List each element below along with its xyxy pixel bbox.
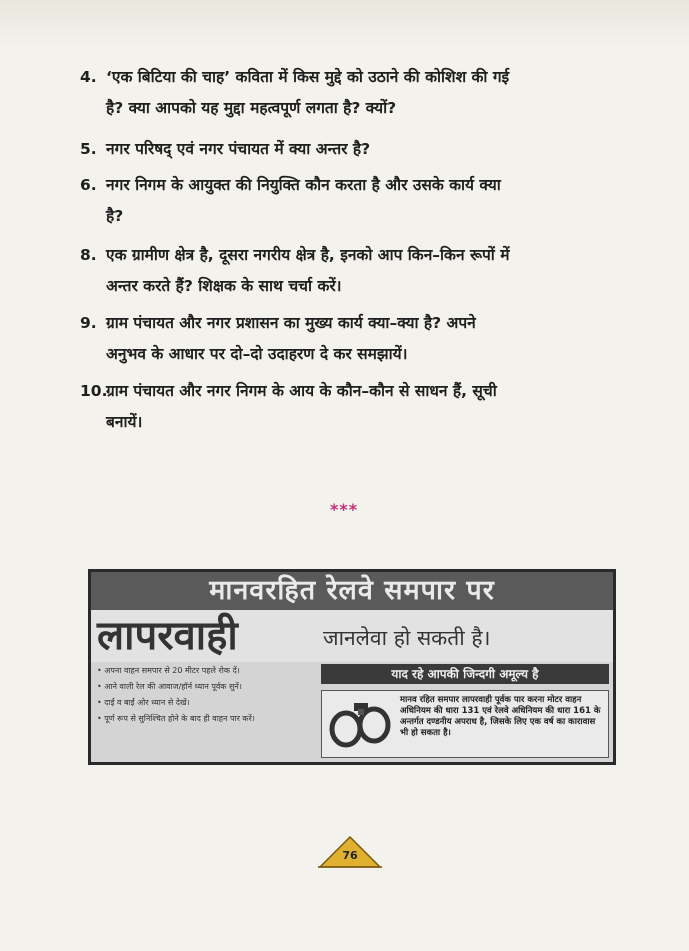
ad-subheadline: जानलेवा हो सकती है। <box>323 626 491 650</box>
question-text: नगर निगम के आयुक्त की नियुक्ति कौन करता है और उसके कार्य क्या <box>106 176 501 194</box>
page-number: 76 <box>342 849 358 862</box>
question-number: 10. <box>80 382 108 400</box>
top-strip <box>0 0 689 48</box>
question-number: 6. <box>80 176 97 194</box>
ad-banner: याद रहे आपकी जिन्दगी अमूल्य है <box>321 664 609 684</box>
question-text: ग्राम पंचायत और नगर प्रशासन का मुख्य कार्य क्या–क्या है? अपने <box>106 314 476 332</box>
ad-headline: मानवरहित रेलवे समपार पर <box>91 572 613 610</box>
question-text-cont: बनायें। <box>106 413 143 431</box>
question-number: 4. <box>80 68 97 86</box>
question-number: 8. <box>80 246 97 264</box>
handcuffs-icon <box>328 699 394 751</box>
question-8 <box>80 240 650 302</box>
ad-bullet: • पूर्ण रूप से सुनिश्चित होने के बाद ही वाहन पार करें। <box>97 714 255 723</box>
question-text: एक ग्रामीण क्षेत्र है, दूसरा नगरीय क्षेत्र है, इनको आप किन–किन रूपों में <box>106 246 510 264</box>
ad-bullet: • अपना वाहन समपार से 20 मीटर पहले रोक दें। <box>97 666 240 675</box>
question-5 <box>80 134 650 165</box>
ad-bullet-list <box>97 664 307 728</box>
page-number-badge <box>318 835 382 873</box>
section-separator: *** <box>330 500 359 519</box>
railway-safety-ad <box>88 569 616 765</box>
question-text: ग्राम पंचायत और नगर निगम के आय के कौन–कौन से साधन हैं, सूची <box>106 382 497 400</box>
question-text: नगर परिषद् एवं नगर पंचायत में क्या अन्तर है? <box>106 140 371 158</box>
ad-bullet: • आने वाली रेल की आवाज/हॉर्न ध्यान पूर्वक सुनें। <box>97 682 242 691</box>
ad-legal-text: मानव रहित समपार लापरवाही पूर्वक पार करना मोटर वाहन अधिनियम की धारा 131 एवं रेलवे अधिनियम की धारा 161 के अन्तर्गत दण्डनीय अपराध है, जिसके लिए एक वर्ष का कारावास भी हो सकता है। <box>400 695 601 738</box>
ad-headline-row <box>91 610 613 662</box>
question-9 <box>80 308 650 370</box>
question-text-cont: अन्तर करते हैं? शिक्षक के साथ चर्चा करें। <box>106 277 342 295</box>
question-text: ‘एक बिटिया की चाह’ कविता में किस मुद्दे को उठाने की कोशिश की गई <box>106 68 510 86</box>
question-number: 9. <box>80 314 97 332</box>
question-text-cont: है? <box>106 207 124 225</box>
question-6 <box>80 170 650 232</box>
ad-big-word: लापरवाही <box>97 613 238 659</box>
question-10 <box>80 376 650 438</box>
question-number: 5. <box>80 140 97 158</box>
question-4 <box>80 62 650 124</box>
ad-legal-box <box>321 690 609 758</box>
ad-bullet: • दाईं व बाईं ओर ध्यान से देखें। <box>97 698 190 707</box>
question-text-cont: अनुभव के आधार पर दो–दो उदाहरण दे कर समझायें। <box>106 345 408 363</box>
question-text-cont: है? क्या आपको यह मुद्दा महत्वपूर्ण लगता है? क्यों? <box>106 99 397 117</box>
